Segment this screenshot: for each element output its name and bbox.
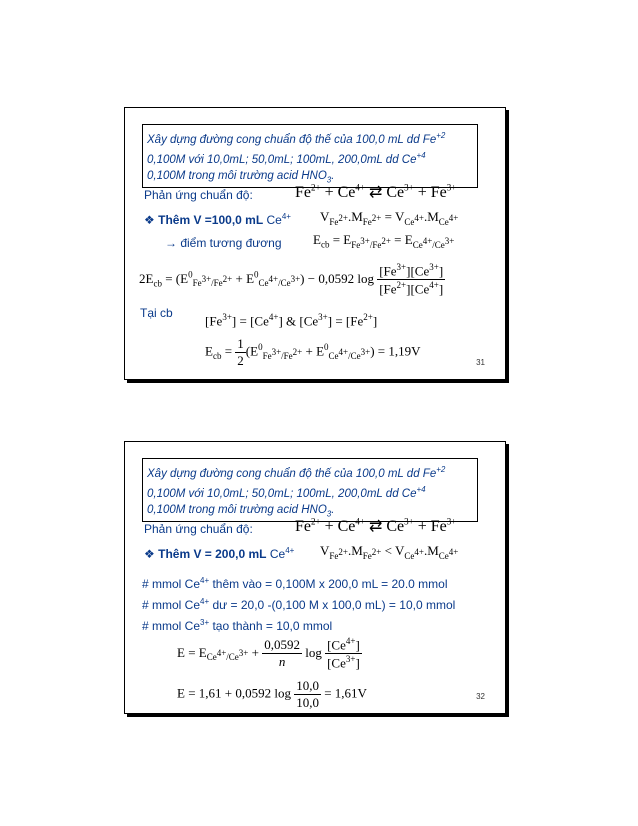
equivalence-point-label: → điểm tương đương [165,236,282,250]
slide-31 [124,107,506,380]
diamond-bullet-icon: ❖ [144,547,155,561]
page-number: 32 [476,692,485,701]
reaction-label: Phản ứng chuẩn độ: [144,188,253,202]
header-line-2: 0,100M với 10,0mL; 50,0mL; 100mL, 200,0mL dd $Ce^{+4}$ [147,484,426,500]
nernst-equation: $E = E_{Ce^{4+}/Ce^{3+}}$ + $\frac{0,0592}{n}$ log $\frac{[Ce^{4+}]}{[Ce^{3+}]}$ [177,636,360,671]
excess-condition: $V_{Fe^{2+}}.M_{Fe^{2+}} < V_{Ce^{4+}}.M_{Ce^{4+}}$ [320,543,459,561]
header-line-3: 0,100M trong môi trường acid $HNO_3$. [147,169,335,184]
reaction-label: Phản ứng chuẩn độ: [144,522,253,536]
header-line-2: 0,100M với 10,0mL; 50,0mL; 100mL, 200,0mL dd $Ce^{+4}$ [147,150,426,166]
equilibrium-concentrations: $[Fe^{3+}] = [Ce^{4+}]$ & $[Ce^{3+}] = [Fe^{2+}]$ [205,312,378,329]
nernst-sum-equation: $2E_{cb} = (E^0_{Fe^{3+}/Fe^{2+}} + E^0_{Ce^{4+}/Ce^{3+}}) - 0,0592$ log $\frac{[Fe^{3+}][Ce^{3+}]}{[Fe^{2+}][Ce^{4+}]}$ [139,262,444,297]
bullet-line: ❖ Thêm V = 200,0 mL $Ce^{4+}$ [144,546,295,561]
slide-32 [124,441,506,714]
mmol-excess-line: # mmol $Ce^{4+}$ dư = 20,0 -(0,100 M x 100,0 mL) = 10,0 mmol [142,597,456,612]
header-line-1: Xây dựng đường cong chuẩn độ thế của 100,0 mL dd $Fe^{+2}$ [147,131,446,146]
ecb-result-equation: $E_{cb}$ = $\frac{1}{2}$ $(E^0_{Fe^{3+}/Fe^{2+}} + E^0_{Ce^{4+}/Ce^{3+}}) = 1,19V$ [205,336,421,368]
diamond-bullet-icon: ❖ [144,213,155,227]
ecb-equality: $E_{cb} = E_{Fe^{3+}/Fe^{2+}} = E_{Ce^{4+}/Ce^{3+}}$ [313,232,455,250]
mmol-added-line: # mmol $Ce^{4+}$ thêm vào = 0,100M x 200,0 mL = 20.0 mmol [142,576,448,591]
tai-cb-label: Tại cb [140,306,173,320]
potential-calculation: E = 1,61 + 0,0592 log $\frac{10,0}{10,0}$ = 1,61V [177,678,367,710]
reaction-equation: $Fe^{2+} + Ce^{4+}$ ⇄ $Ce^{3+} + Fe^{3+}$ [295,516,457,535]
header-line-1: Xây dựng đường cong chuẩn độ thế của 100,0 mL dd $Fe^{+2}$ [147,465,446,480]
page-number: 31 [476,358,485,367]
header-line-3: 0,100M trong môi trường acid $HNO_3$. [147,503,335,518]
slide-header-box [142,458,478,522]
mmol-formed-line: # mmol $Ce^{3+}$ tạo thành = 10,0 mmol [142,618,333,633]
equivalence-condition: $V_{Fe^{2+}}.M_{Fe^{2+}} = V_{Ce^{4+}}.M_{Ce^{4+}}$ [320,209,459,227]
slide-header-box [142,124,478,188]
reaction-equation: $Fe^{2+} + Ce^{4+}$ ⇄ $Ce^{3+} + Fe^{3+}$ [295,182,457,201]
bullet-line: ❖ Thêm V =100,0 mL $Ce^{4+}$ [144,212,291,227]
